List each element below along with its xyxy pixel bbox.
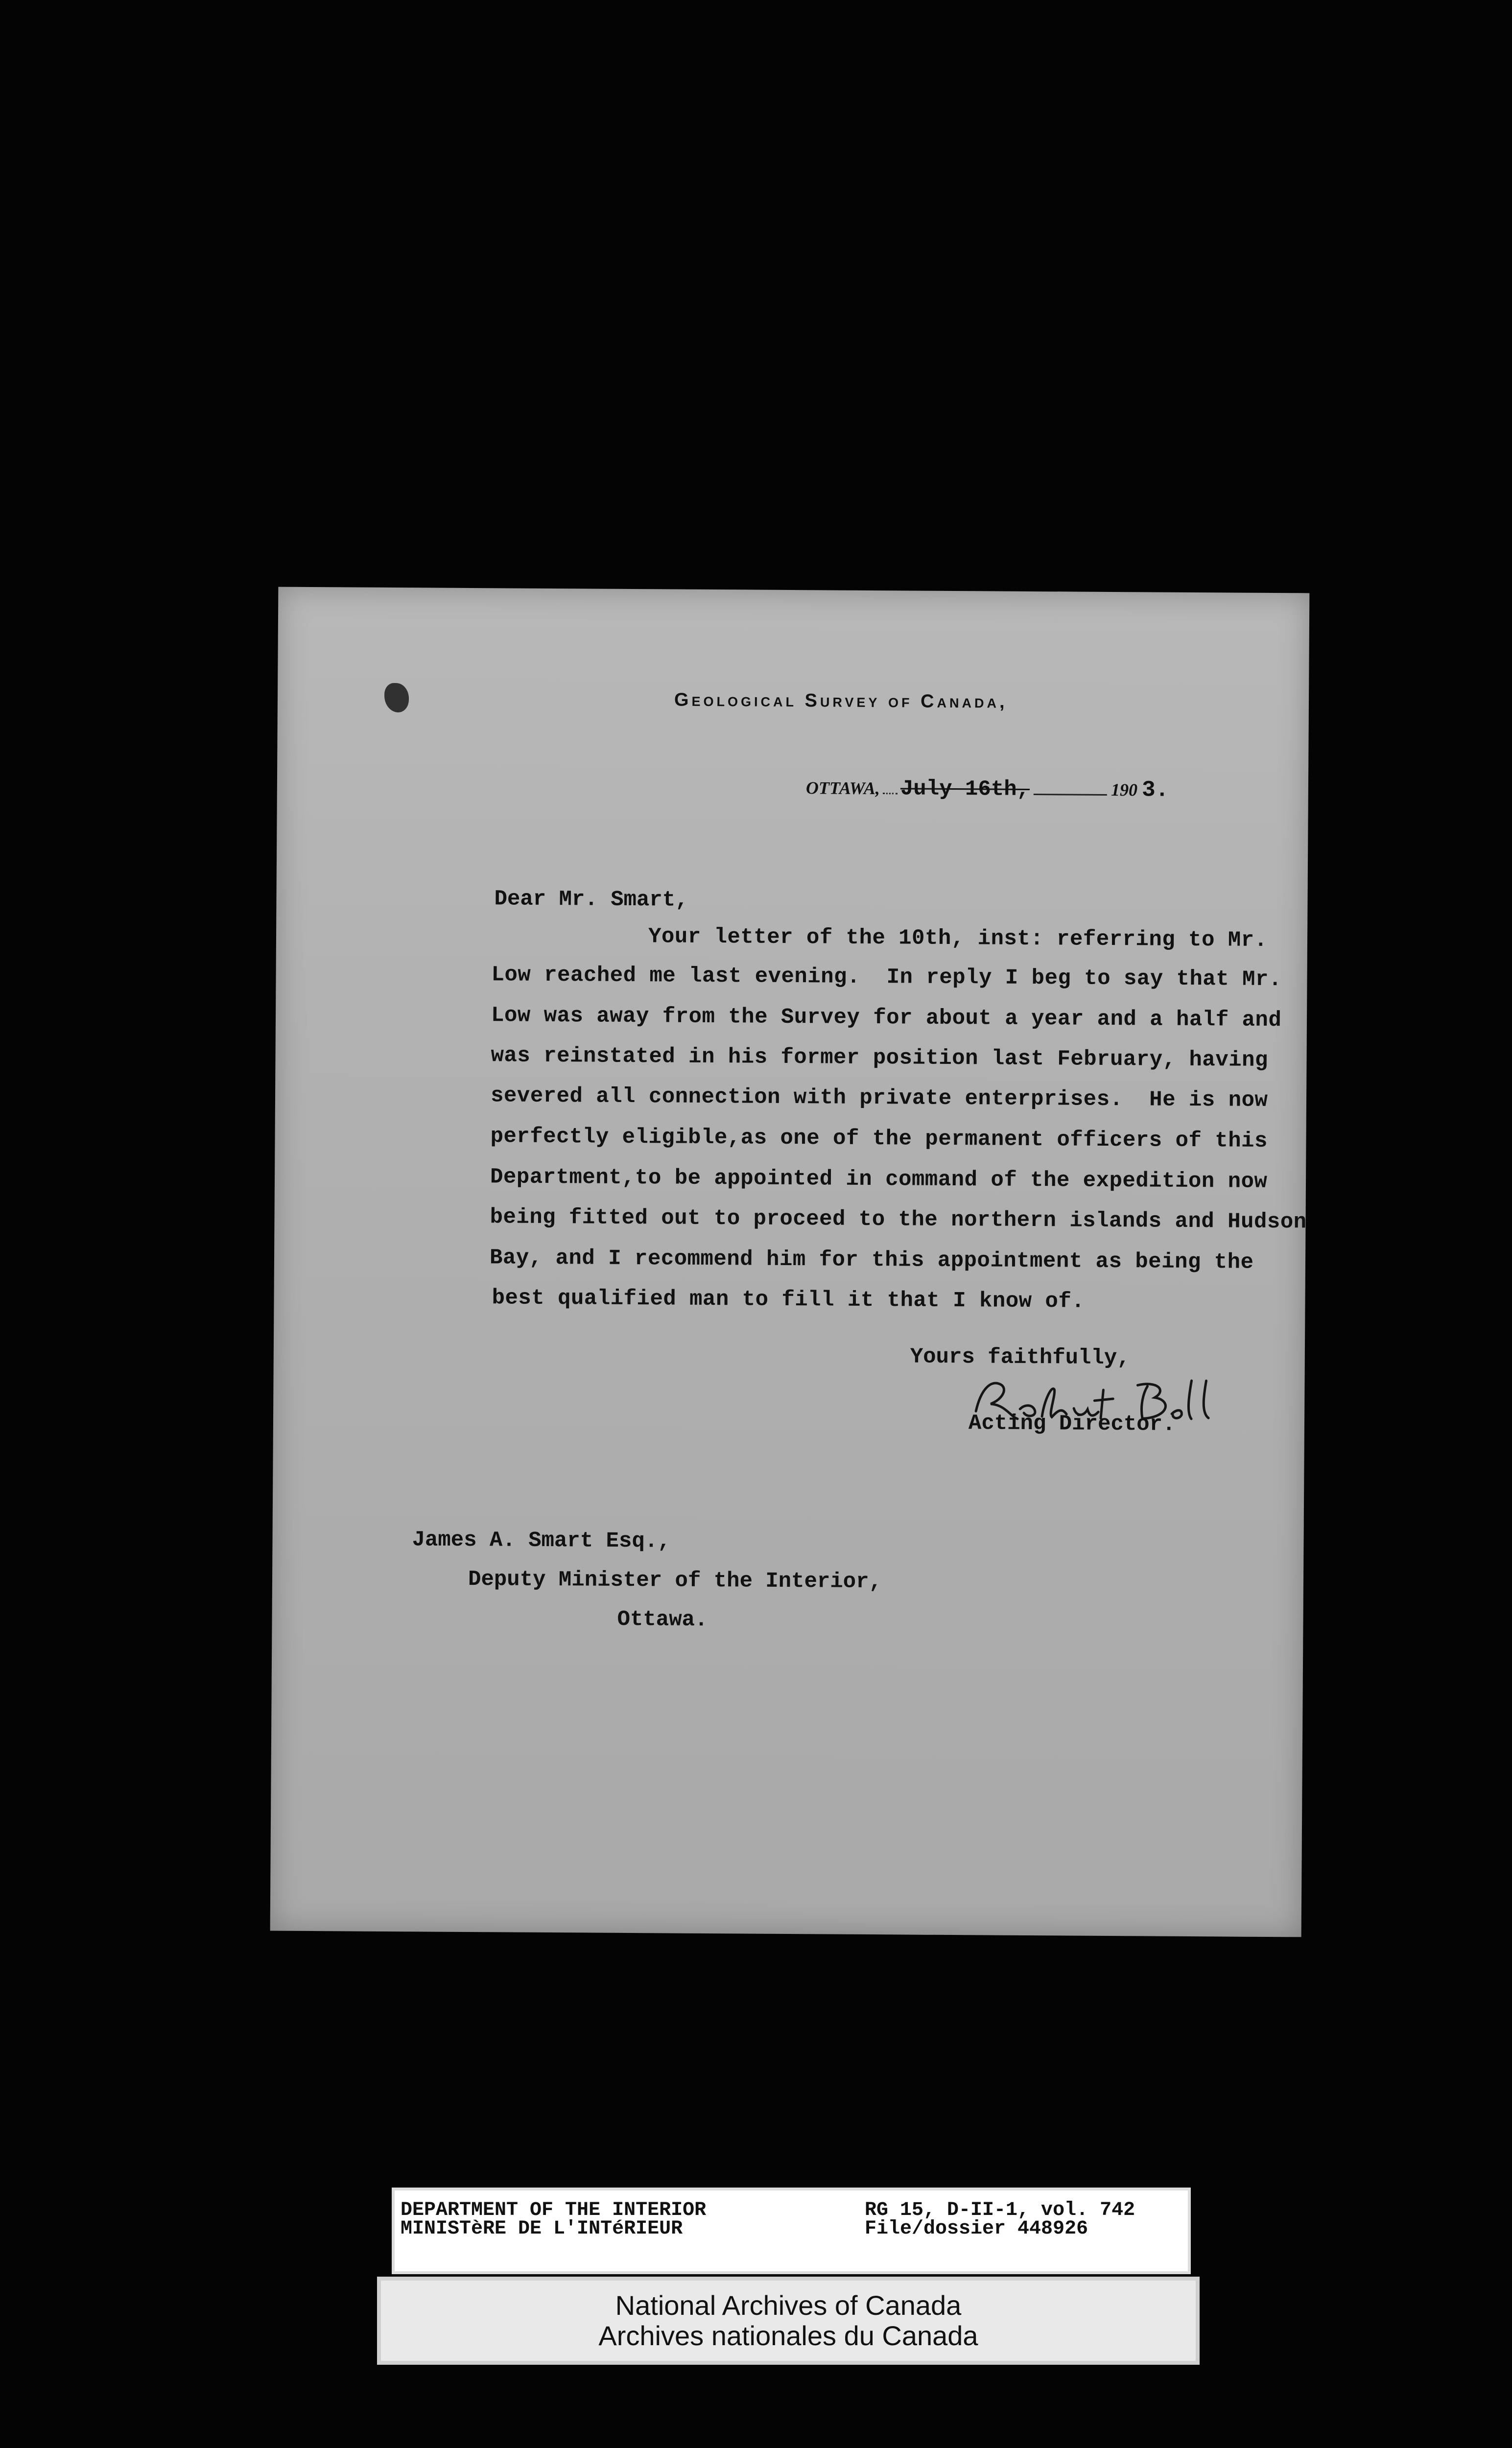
archive-name-french: Archives nationales du Canada (598, 2320, 978, 2351)
record-group: RG 15, D-II-1, vol. 742 (865, 2199, 1135, 2221)
body-line: being fitted out to proceed to the northern islands and Hudson (490, 1205, 1307, 1235)
body-line: best qualified man to fill it that I know of. (492, 1286, 1085, 1314)
body-line: Bay, and I recommend him for this appointment as being the (489, 1246, 1254, 1275)
dateline-year: 3. (1141, 777, 1169, 803)
dateline (806, 775, 1169, 803)
ref-file (865, 2201, 1135, 2238)
dateline-place: OTTAWA, (805, 778, 880, 799)
addressee-name: James A. Smart Esq., (412, 1528, 671, 1554)
letter-sheet (270, 587, 1310, 1937)
dateline-date: July 16th, (900, 777, 1030, 802)
closing: Yours faithfully, (910, 1344, 1130, 1371)
addressee-title: Deputy Minister of the Interior, (468, 1567, 882, 1595)
body-line: Low was away from the Survey for about a year and a half and (491, 1003, 1282, 1033)
body-line: Your letter of the 10th, inst: referring to Mr. (648, 924, 1268, 953)
body-line: severed all connection with private enterprises. He is now (490, 1083, 1268, 1113)
body-line: Low reached me last evening. In reply I beg to say that Mr. (491, 963, 1282, 992)
salutation: Dear Mr. Smart, (494, 887, 688, 913)
dept-french: MINISTèRE DE L'INTéRIEUR (401, 2218, 683, 2240)
punch-hole (384, 683, 409, 712)
body-line: Department,to be appointed in command of the expedition now (490, 1165, 1268, 1194)
ref-department (401, 2201, 706, 2238)
archive-banner (377, 2277, 1200, 2365)
body-line: was reinstated in his former position last February, having (491, 1043, 1269, 1073)
file-number: File/dossier 448926 (865, 2218, 1088, 2240)
letterhead: Geological Survey of Canada, (674, 689, 1008, 712)
reference-slip (392, 2188, 1191, 2274)
dept-english: DEPARTMENT OF THE INTERIOR (401, 2199, 707, 2221)
body-line: perfectly eligible,as one of the permanent officers of this (490, 1124, 1268, 1153)
addressee-city: Ottawa. (617, 1607, 708, 1632)
signer-title: Acting Director. (968, 1411, 1176, 1437)
date-leader (883, 793, 898, 794)
dateline-century: 190 (1110, 779, 1138, 800)
date-tail (1034, 794, 1107, 796)
archive-name-english: National Archives of Canada (615, 2290, 962, 2321)
